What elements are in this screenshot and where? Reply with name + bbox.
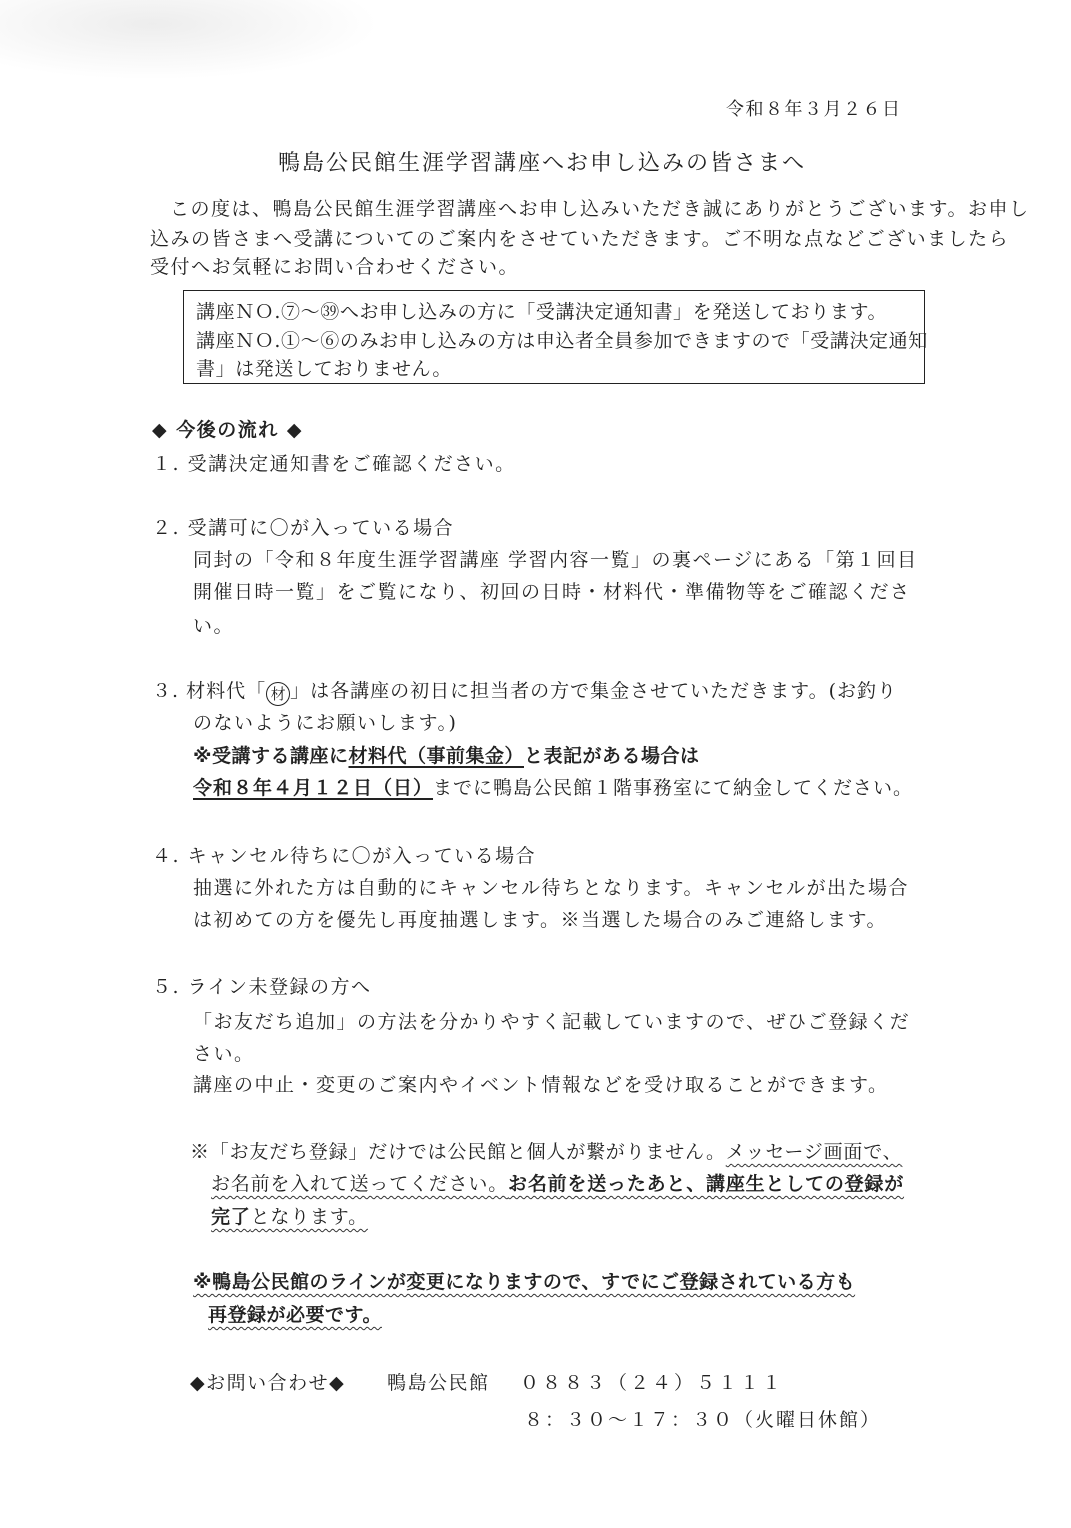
item-3-note (193, 744, 700, 768)
line-change-warning: ※鴨島公民館のラインが変更になりますので、すでにご登録されている方も (193, 1271, 856, 1293)
item-5-heading: ５. ライン未登録の方へ (152, 976, 372, 998)
intro-line: 込みの皆さまへ受講についてのご案内をさせていただきます。ご不明な点などございましたら (150, 228, 1010, 250)
item-2-line: い。 (193, 615, 235, 637)
line-note-text: ※「お友だち登録」だけでは公民館と個人が繋がりません。 (190, 1141, 726, 1163)
item-1: １. 受講決定通知書をご確認ください。 (152, 453, 516, 475)
line-note-emphasis: お名前を入れて送ってください。 (211, 1173, 509, 1195)
material-fee-label: 材料代（事前集金） (348, 745, 524, 767)
item-3-heading-text: 」は各講座の初日に担当者の方で集金させていただきます。(お釣り (290, 680, 897, 702)
line-note-emphasis: メッセージ画面で、 (725, 1141, 903, 1163)
contact-hours: ８：３０～１７：３０（火曜日休館） (524, 1409, 882, 1431)
line-note-bold: お名前を送ったあと、講座生としての登録が (508, 1173, 905, 1195)
notice-line: 書」は発送しておりません。 (196, 358, 452, 380)
line-note-2 (211, 1172, 904, 1196)
item-4-line: 抽選に外れた方は自動的にキャンセル待ちとなります。キャンセルが出た場合 (193, 877, 909, 899)
notice-line: 講座ＮＯ.⑦～㊴へお申し込みの方に「受講決定通知書」を発送しております。 (196, 301, 888, 323)
item-5-line: 「お友だち追加」の方法を分かりやすく記載していますので、ぜひご登録くだ (193, 1011, 911, 1033)
item-5-line: 講座の中止・変更のご案内やイベント情報などを受け取ることができます。 (193, 1074, 889, 1096)
flow-heading: ◆ 今後の流れ ◆ (152, 419, 303, 441)
intro-line: 受付へお気軽にお問い合わせください。 (150, 256, 520, 278)
item-3-heading-text: ３. 材料代「 (152, 680, 267, 702)
line-note-3 (211, 1205, 368, 1229)
item-3-line: のないようにお願いします。) (193, 712, 458, 734)
item-3-deadline-line (193, 776, 913, 800)
item-2-line: 開催日時一覧」をご覧になり、初回の日時・材料代・準備物等をご確認くださ (193, 581, 911, 603)
payment-deadline: 令和８年４月１２日（日） (193, 777, 434, 799)
notice-line: 講座ＮＯ.①～⑥のみお申し込みの方は申込者全員参加できますので「受講決定通知 (196, 330, 928, 352)
item-4-heading: ４. キャンセル待ちに〇が入っている場合 (152, 845, 537, 867)
line-change-warning: 再登録が必要です。 (208, 1304, 382, 1326)
intro-line: この度は、鴨島公民館生涯学習講座へお申し込みいただき誠にありがとうございます。お申し (170, 198, 1030, 220)
line-note-1 (190, 1140, 902, 1164)
contact-name: 鴨島公民館 (387, 1372, 490, 1394)
scan-shadow (0, 0, 380, 80)
item-3-heading (152, 679, 897, 706)
item-5-line: さい。 (193, 1043, 255, 1065)
item-2-line: 同封の「令和８年度生涯学習講座 学習内容一覧」の裏ページにある「第１回目 (193, 549, 918, 571)
item-2-heading: ２. 受講可に〇が入っている場合 (152, 517, 455, 539)
item-3-note-text: ※受講する講座に (193, 745, 349, 767)
material-mark-icon (266, 682, 290, 706)
line-note-emphasis: となります。 (250, 1206, 368, 1228)
document-date: 令和８年３月２６日 (726, 99, 902, 120)
contact-phone: ０８８３（２４）５１１１ (520, 1372, 785, 1394)
contact-label: ◆お問い合わせ◆ (190, 1372, 346, 1394)
page-title: 鴨島公民館生涯学習講座へお申し込みの皆さまへ (278, 151, 807, 176)
item-3-note-text: と表記がある場合は (524, 745, 700, 767)
line-note-bold: 完了 (211, 1206, 251, 1228)
material-mark-text: 材 (270, 685, 286, 703)
item-4-line: は初めての方を優先し再度抽選します。※当選した場合のみご連絡します。 (193, 909, 887, 931)
item-3-deadline-text: までに鴨島公民館１階事務室にて納金してください。 (433, 777, 914, 799)
